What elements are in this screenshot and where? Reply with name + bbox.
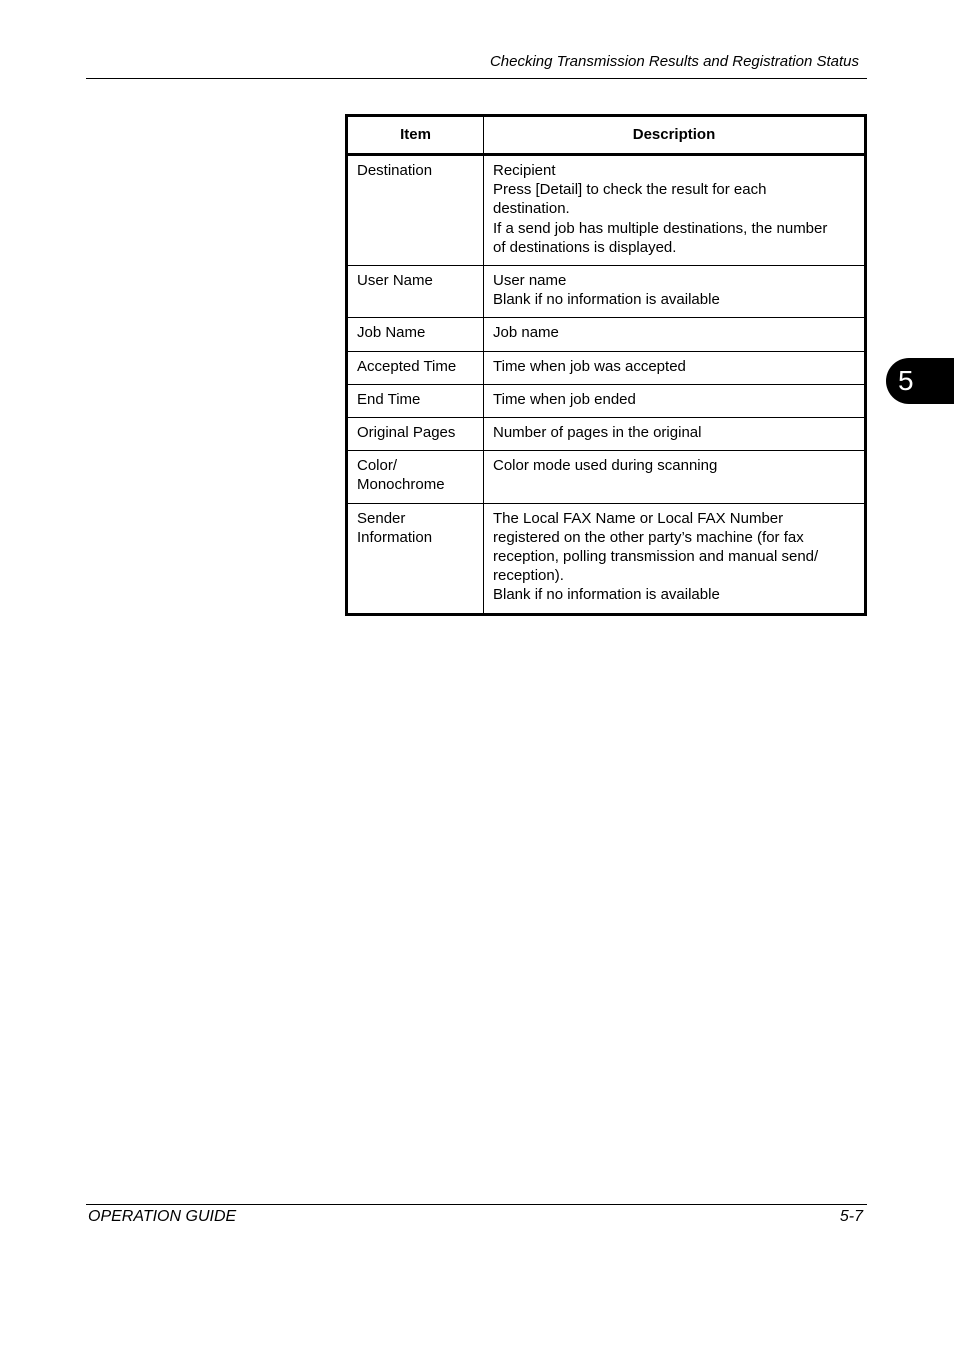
item-cell [347, 351, 484, 384]
item-text: Information [357, 528, 433, 546]
table-row [347, 418, 866, 451]
chapter-tab [886, 358, 954, 404]
item-cell [347, 418, 484, 451]
column-header-description: Description [484, 116, 866, 155]
description-text: destination. [493, 200, 570, 218]
description-text: User name [493, 272, 567, 290]
item-cell [347, 503, 484, 614]
footer-guide-name: OPERATION GUIDE [88, 1208, 237, 1225]
item-text: User Name [357, 272, 433, 290]
description-text: registered on the other party’s machine (for fax [493, 528, 804, 546]
item-text: End Time [357, 390, 421, 408]
item-cell [347, 451, 484, 503]
description-text: Recipient [493, 162, 556, 179]
footer-page-number: 5-7 [839, 1208, 863, 1225]
description-cell [484, 384, 866, 417]
description-text: The Local FAX Name or Local FAX Number [493, 509, 784, 527]
description-text: Job name [493, 324, 559, 342]
table-row [347, 318, 866, 351]
header-divider [86, 78, 867, 79]
item-text: Sender [357, 509, 406, 527]
item-text: Original Pages [357, 424, 456, 442]
item-cell [347, 266, 484, 318]
description-cell [484, 451, 866, 503]
item-cell [347, 384, 484, 417]
column-header-item: Item [347, 116, 484, 155]
description-text: Time when job ended [493, 390, 636, 408]
item-cell [347, 318, 484, 351]
description-text: Press [Detail] to check the result for each [493, 181, 767, 199]
item-text: Accepted Time [357, 357, 457, 375]
description-cell [484, 155, 866, 266]
item-text: Monochrome [357, 476, 445, 494]
item-cell [347, 155, 484, 266]
table-row [347, 351, 866, 384]
description-cell [484, 503, 866, 614]
footer-divider [86, 1204, 867, 1205]
description-text: Blank if no information is available [493, 586, 720, 604]
table-row [347, 503, 866, 614]
description-text: Time when job was accepted [493, 357, 686, 375]
description-cell [484, 351, 866, 384]
description-text: Color mode used during scanning [493, 457, 718, 475]
description-cell [484, 418, 866, 451]
description-text: of destinations is displayed. [493, 238, 677, 256]
description-cell [484, 266, 866, 318]
item-text: Destination [357, 162, 433, 179]
table-header-row [347, 116, 866, 155]
description-cell [484, 318, 866, 351]
running-header-title: Checking Transmission Results and Registration Status [489, 53, 859, 70]
chapter-number: 5 [898, 365, 914, 396]
result-items-table [345, 114, 867, 616]
description-text: Number of pages in the original [493, 424, 702, 442]
description-text: reception, polling transmission and manual send/ [493, 548, 819, 566]
item-text: Color/ [357, 457, 398, 475]
table-row [347, 266, 866, 318]
description-text: If a send job has multiple destinations, the number [493, 219, 828, 237]
table-row [347, 451, 866, 503]
description-text: Blank if no information is available [493, 291, 720, 309]
description-text: reception). [493, 567, 564, 585]
table-row [347, 384, 866, 417]
item-text: Job Name [357, 324, 426, 342]
table-row [347, 155, 866, 266]
